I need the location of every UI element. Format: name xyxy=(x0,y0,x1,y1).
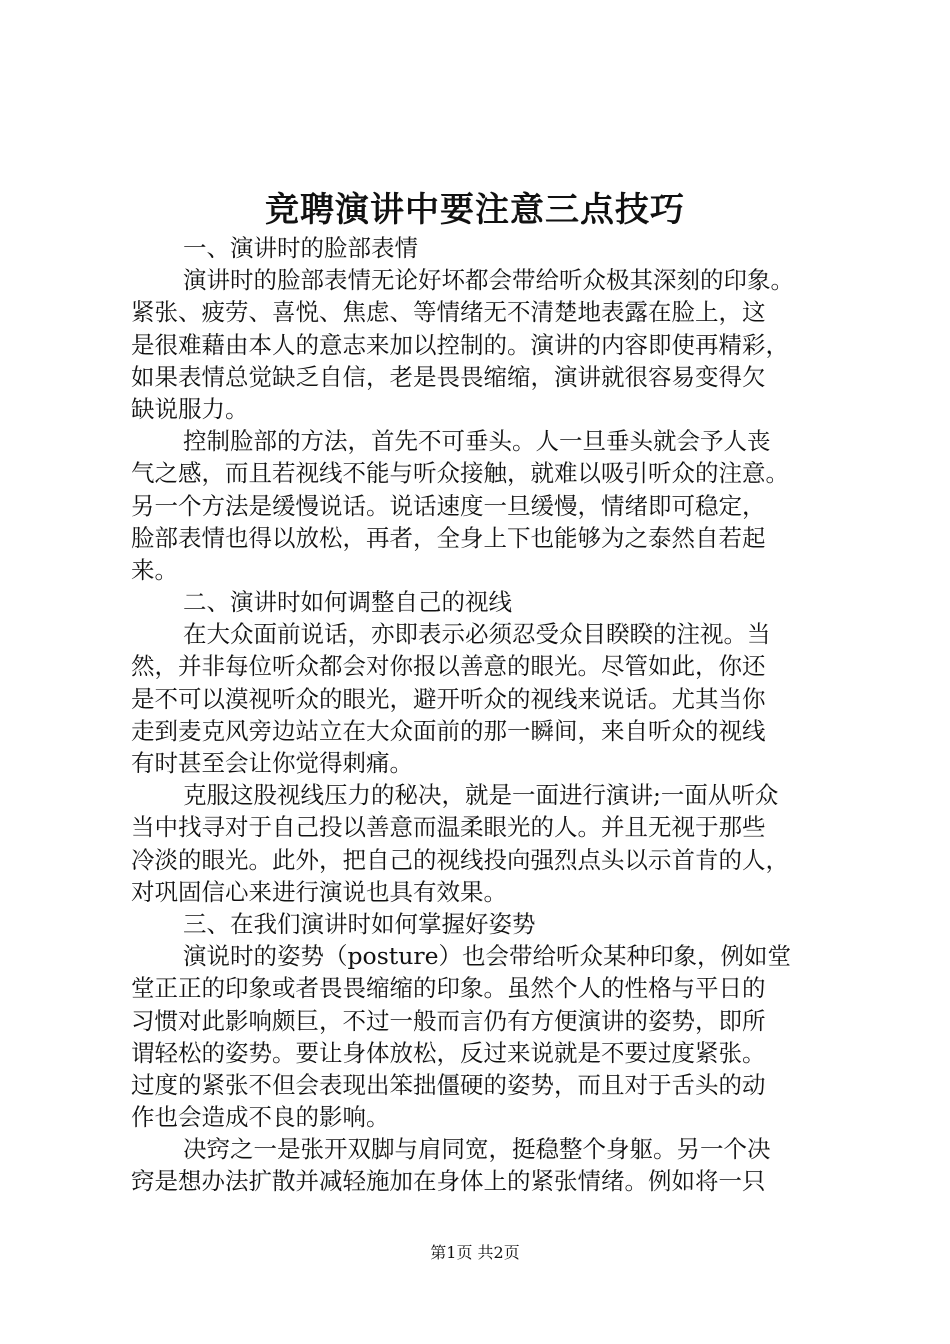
paragraph-line: 过度的紧张不但会表现出笨拙僵硬的姿势，而且对于舌头的动 xyxy=(131,1070,766,1099)
paragraph-line: 是不可以漠视听众的眼光，避开听众的视线来说话。尤其当你 xyxy=(131,684,766,713)
document-body xyxy=(131,232,839,1198)
paragraph-line: 脸部表情也得以放松，再者，全身上下也能够为之泰然自若起 xyxy=(131,523,766,552)
paragraph-line: 然，并非每位听众都会对你报以善意的眼光。尽管如此，你还 xyxy=(131,652,766,681)
paragraph-line: 有时甚至会让你觉得刺痛。 xyxy=(131,749,413,777)
section-heading-3: 三、在我们演讲时如何掌握好姿势 xyxy=(183,909,536,938)
paragraph-line: 来。 xyxy=(131,555,178,584)
paragraph-line: 如果表情总觉缺乏自信，老是畏畏缩缩，演讲就很容易变得欠 xyxy=(131,362,766,391)
section-heading-1: 一、演讲时的脸部表情 xyxy=(183,234,418,262)
paragraph-line: 控制脸部的方法，首先不可垂头。人一旦垂头就会予人丧 xyxy=(183,427,771,456)
paragraph-line: 习惯对此影响颇巨，不过一般而言仍有方便演讲的姿势，即所 xyxy=(131,1006,766,1035)
paragraph-line: 冷淡的眼光。此外，把自己的视线投向强烈点头以示首肯的人， xyxy=(131,845,789,874)
paragraph-line: 克服这股视线压力的秘决，就是一面进行演讲;一面从听众 xyxy=(183,781,779,810)
document-title: 竞聘演讲中要注意三点技巧 xyxy=(265,190,685,230)
paragraph-line: 另一个方法是缓慢说话。说话速度一旦缓慢，情绪即可稳定， xyxy=(131,491,766,520)
section-heading-2: 二、演讲时如何调整自己的视线 xyxy=(183,588,512,617)
paragraph-line: 走到麦克风旁边站立在大众面前的那一瞬间，来自听众的视线 xyxy=(131,716,766,745)
paragraph-line: 窍是想办法扩散并减轻施加在身体上的紧张情绪。例如将一只 xyxy=(131,1167,766,1196)
paragraph-line: 作也会造成不良的影响。 xyxy=(131,1103,390,1132)
page-footer: 第1页 共2页 xyxy=(430,1243,520,1262)
paragraph-line: 堂正正的印象或者畏畏缩缩的印象。虽然个人的性格与平日的 xyxy=(131,974,766,1003)
paragraph-line: 当中找寻对于自己投以善意而温柔眼光的人。并且无视于那些 xyxy=(131,813,766,842)
paragraph-line: 是很难藉由本人的意志来加以控制的。演讲的内容即使再精彩， xyxy=(131,330,789,359)
paragraph-line: 缺说服力。 xyxy=(131,394,249,423)
paragraph-line: 演讲时的脸部表情无论好坏都会带给听众极其深刻的印象。 xyxy=(183,266,794,295)
paragraph-line: 对巩固信心来进行演说也具有效果。 xyxy=(131,877,507,906)
paragraph-line: 决窍之一是张开双脚与肩同宽，挺稳整个身躯。另一个决 xyxy=(183,1135,771,1164)
paragraph-line: 在大众面前说话，亦即表示必须忍受众目睽睽的注视。当 xyxy=(183,620,771,649)
paragraph-line: 气之感，而且若视线不能与听众接触，就难以吸引听众的注意。 xyxy=(131,459,789,488)
paragraph-line: 紧张、疲劳、喜悦、焦虑、等情绪无不清楚地表露在脸上，这 xyxy=(131,298,766,327)
paragraph-line: 演说时的姿势（posture）也会带给听众某种印象，例如堂 xyxy=(183,942,791,971)
paragraph-line: 谓轻松的姿势。要让身体放松，反过来说就是不要过度紧张。 xyxy=(131,1038,766,1067)
